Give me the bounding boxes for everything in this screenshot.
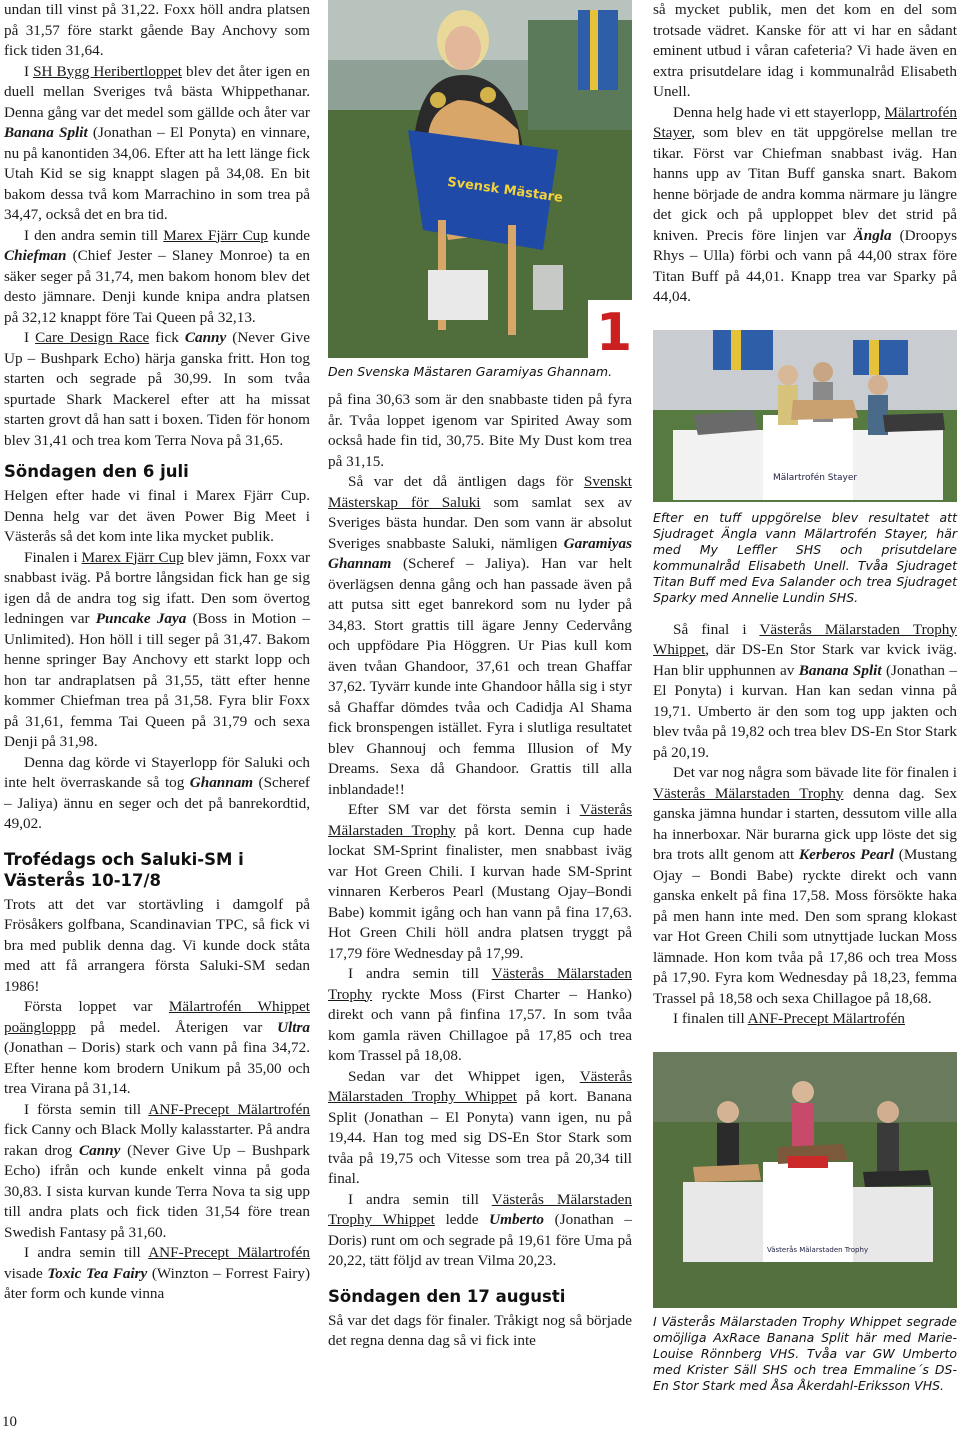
race-name: ANF-Precept Mälartrofén xyxy=(148,1244,310,1261)
text-run: på kort. Banana Split (Jonathan – El Ponyta) vann igen, nu på 19,44. Han tog med sig DS-En Stor Stark som tvåa på 19,75 och Vitesse som trea på 20,34 till final. xyxy=(328,1088,632,1187)
photo-illustration xyxy=(328,0,632,358)
section-heading: Trofédags och Saluki-SM i Västerås 10-17/8 xyxy=(4,849,244,890)
race-name: Marex Fjärr Cup xyxy=(163,226,268,244)
text-run: denna dag. Sex ganska jämna hundar i starten, dessutom ville alla ha innerboxar. När burarna gick upp löste det sig bra trots allt genom att xyxy=(653,784,957,863)
dog-name: Ängla xyxy=(853,226,892,244)
paragraph xyxy=(4,1100,310,1244)
text-run: (Scheref – Jaliya). Han var helt överlägsen denna gång och han passade även på att putsa sitt eget banrekord som nu lyder på 34,83. Stort grattis till ägare Jenny Cedervång och uppfödare Pia Höggren. Ur Pias kull kom även tvåan Ghandoor, 37,61 och trean Ghaffar 37,62. Tyvärr kunde inte Ghandoor hålla sig i styr så Ghaffar dömdes tvåa och Cadidja Al Shama fick bronspengen istället. Fyra i slutliga resultatet blev Ghannouj och femma Illusion of My Dreams. Sexa då Ghandoor. Grattis till alla inblandade!! xyxy=(328,555,632,798)
text-run: I andra semin till xyxy=(24,1244,149,1261)
text-run: (Scheref – Jaliya) ännu en seger och det på banrekordtid, 49,02. xyxy=(4,774,310,832)
race-name: Västerås Mälarstaden Trophy xyxy=(328,965,633,1003)
text-run: fick Canny och Black Molly kalasstarter. På andra rakan drog xyxy=(4,1121,310,1159)
text-run: I xyxy=(24,62,34,80)
text-run: blev jämn, Foxx var snabbast iväg. På bortre långsidan fick han ge sig igen då de andra tog sig ifatt. Den som övertog ledningen var xyxy=(4,548,311,627)
race-name: Svenskt Mästerskap för Saluki xyxy=(328,473,632,511)
photo-banner-text: Svensk Mästare xyxy=(446,174,564,206)
dog-name: Chiefman xyxy=(4,247,67,264)
text-run: Efter SM var det första semin i xyxy=(348,801,580,818)
text-run: Finalen i xyxy=(24,548,82,566)
text-run: ledde xyxy=(434,1211,490,1228)
text-run: på kort. Denna cup hade lockat SM-Sprint finalister, men snabbast iväg var Hot Green Chili. I kurvan hade SM-Sprint vinnaren Kerberos Pearl (Mustang Ojay–Bondi Babe) kommit igång och han vann på fina 17,63. Hot Green Chili höll andra platsen tryggt på 17,79 före Wednesday på 17,99. xyxy=(328,821,632,962)
dog-name: Toxic Tea Fairy xyxy=(47,1264,148,1282)
photo-caption: Den Svenska Mästaren Garamiyas Ghannam. xyxy=(328,364,613,379)
race-name: Västerås Mälarstaden Trophy Whippet xyxy=(328,1190,633,1228)
podium-number: 1 xyxy=(596,303,632,358)
paragraph xyxy=(328,800,632,964)
text-run: , där DS-En Stor Stark var kvick iväg. Han blir upphunnen av xyxy=(653,641,957,679)
dog-name: Kerberos Pearl xyxy=(799,846,895,863)
race-name: Marex Fjärr Cup xyxy=(81,548,184,566)
text-run: kunde xyxy=(267,226,310,244)
text-run: Helgen efter hade vi final i Marex Fjärr Cup. Denna helg var det även Power Big Meet i Västerås så det kom inte lika mycket publik. xyxy=(4,487,310,545)
text-run: undan till vinst på 31,22. Foxx höll andra platsen på 31,57 före starkt gående Bay Anchovy som fick tiden 31,64. xyxy=(4,1,310,59)
photo-champion-saluki xyxy=(328,0,632,358)
text-run: I andra semin till xyxy=(348,1190,492,1208)
text-run: (Droopys Rhys – Ulla) förbi och vann på 44,00 strax före Titan Buff på 44,01. Knapp trea var Sparky på 44,04. xyxy=(653,226,957,305)
race-name: Västerås Mälarstaden Trophy xyxy=(328,801,632,839)
dog-name: Ghannam xyxy=(189,774,254,791)
paragraph xyxy=(328,1067,632,1190)
text-run: fick xyxy=(149,329,185,346)
section-heading: Söndagen den 6 juli xyxy=(4,462,189,481)
text-run: (Never Give Up – Bushpark Echo) härja ganska fritt. Hon tog starten och segrade på 30,99. In som tvåa spurtade Shark Mackerel efter att ha missat starten grovt då han satt i boxen. Tiden för honom blev 31,41 och trea kom Terra Nova på 31,65. xyxy=(4,329,310,449)
dog-name: Garamiyas Ghannam xyxy=(328,534,632,572)
text-run: (Mustang Ojay – Bondi Babe) ryckte direkt och vann ganska enkelt på fina 17,58. Moss försökte haka på men hann inte med. Den som sprang klokast var Hot Green Chili som utnyttjade luckan Moss lämnade. Hon kom tvåa på 17,86 och trea Moss på 17,90. Fyra kom Wednesday på 18,23, femma Trassel på 18,58 och sexa Chillagoe på 18,68. xyxy=(653,846,957,1007)
paragraph xyxy=(4,62,310,226)
race-name: Västerås Mälarstaden Trophy xyxy=(653,784,844,802)
paragraph xyxy=(4,1243,310,1305)
text-run: blev det åter igen en duell mellan Sveriges två bästa Whippethanar. Denna gång var det medel som gällde och åter var xyxy=(4,62,311,121)
text-run: (Jonathan – El Ponyta) en vinnare, nu på kanontiden 34,06. Efter att ha lett länge fick Utah Kid se sig knappt slagen på 34,08. En bit bakom dessa två kom Marrachino in som trea på 34,47, också det en bra tid. xyxy=(4,124,310,223)
text-run: (Chief Jester – Slaney Monroe) ta en säker seger på 31,74, men bakom honom blev det desto jämnare. Denji kunde knipa andra platsen på 32,12 knappt före Tai Queen på 32,13. xyxy=(4,247,310,326)
dog-name: Canny xyxy=(184,329,227,346)
dog-name: Canny xyxy=(79,1141,121,1159)
paragraph xyxy=(4,328,310,451)
paragraph xyxy=(653,0,957,103)
photo-caption: Efter en tuff uppgörelse blev resultatet att Sjudraget Ängla vann Mälartrofén Stayer, här med My Leffler SHS och prisutdelare kommunalråd Elisabeth Unell. Tvåa Sjudraget Titan Buff med Eva Salander och trea Sjudraget Sparky med Annelie Lundin SHS. xyxy=(653,509,957,605)
text-run: Det var nog några som bävade lite för finalen i xyxy=(673,764,957,781)
column-right xyxy=(653,0,957,1394)
text-run: Trots att det var stortävling i damgolf på Frösåkers golfbana, Scandinavian TPC, så fick vi bra med publik denna dag. Vi kunde dock ståta med att få arrangera första Saluki-SM sedan 1986! xyxy=(4,895,310,995)
photo-illustration xyxy=(653,330,957,502)
text-run: , som blev en tät uppgörelse mellan tre tikar. Först var Chiefman snabbast iväg. Han hanns upp av Titan Buff ganska snart. Bakom henne började de andra komma närmare ju längre det gick och på upploppet blev det strid på kniven. Precis före linjen var xyxy=(653,124,957,244)
text-run: I första semin till xyxy=(24,1100,149,1118)
paragraph xyxy=(328,472,632,800)
text-run: Så var det då äntligen dags för xyxy=(348,473,584,490)
text-run: (Jonathan – El Ponyta) i kurvan. Han kan sedan vinna på 19,71. Umberto är den som tog upp jakten och blev tvåa på 19,82 och trea blev DS-En Stor Stark på 20,19. xyxy=(653,661,957,761)
paragraph xyxy=(4,753,310,835)
column-middle xyxy=(328,0,632,1352)
text-run: I finalen till xyxy=(673,1010,748,1027)
dog-name: Banana Split xyxy=(798,661,882,679)
text-run: (Never Give Up – Bushpark Echo) ifrån och kunde enkelt vinna på goda 30,83. I sista kurvan kunde Terra Nova ta sig upp till andra plats och fick tiden 31,54 före trean Swedish Fantasy på 31,60. xyxy=(4,1141,310,1241)
paragraph xyxy=(4,548,310,753)
race-name: ANF-Precept Mälartrofén xyxy=(747,1010,905,1027)
photo-illustration xyxy=(653,1052,957,1308)
dog-name: Banana Split xyxy=(4,124,88,141)
text-run: I andra semin till xyxy=(348,965,492,982)
text-run: Denna helg hade vi ett stayerlopp, xyxy=(673,103,885,121)
paragraph xyxy=(653,1009,957,1030)
race-name: Care Design Race xyxy=(35,329,150,346)
text-run: på fina 30,63 som är den snabbaste tiden på fyra år. Tvåa loppet igenom var Spirited Away som också hade fin tid, 30,75. Bite My Dust kom trea på 31,15. xyxy=(328,391,632,470)
photo-trophy-whippet xyxy=(653,1052,957,1308)
photo-banner-text: Mälartrofén Stayer xyxy=(773,472,858,483)
paragraph xyxy=(4,0,310,62)
text-run: (Jonathan – Doris) stark och vann på fina 34,72. Efter henne kom brodern Unikum på 35,00 och trea Virana på 31,14. xyxy=(4,1039,310,1097)
text-run: I den andra semin till xyxy=(24,226,164,244)
text-run: Så final i xyxy=(673,620,760,638)
race-name: Mälartrofén Whippet poängloppp xyxy=(4,998,310,1036)
text-run: så mycket publik, men det kom en del som trotsade vädret. Kanske för att vi har en sådant eminent utbud i våran cafeteria? Vi hade även en extra prisutdelare idag i kommunalråd Elisabeth Unell. xyxy=(653,1,957,100)
text-run: (Jonathan – Doris) runt om och segrade på 19,61 före Uma på 20,22, tätt följd av trean Vilma 20,23. xyxy=(328,1211,633,1269)
text-run: (Boss in Motion – Unlimited). Hon höll i till seger på 31,47. Bakom henne springer Bay Anchovy ett starkt lopp och hon tar andraplatsen på 31,55, tätt efter henne kommer Chiefman trea på 31,58. Fyra blir Foxx på 31,61, femma Tai Queen på 31,79 och sexa Denji på 31,98. xyxy=(4,610,310,750)
photo-banner-text: Västerås Mälarstaden Trophy xyxy=(767,1245,869,1254)
paragraph xyxy=(653,620,957,764)
paragraph xyxy=(4,226,310,329)
text-run: (Winzton – Forrest Fairy) åter form och kunde vinna xyxy=(4,1264,310,1302)
text-run: visade xyxy=(4,1264,48,1282)
photo-caption: I Västerås Mälarstaden Trophy Whippet segrade omöjliga AxRace Banana Split här med Marie-Louise Rönnberg VHS. Tvåa var GW Umberto med Krister Säll SHS och trea Emmaline´s DS-En Stor Stark med Åsa Åkerdahl-Eriksson VHS. xyxy=(653,1313,957,1393)
text-run: Denna dag körde vi Stayerlopp för Saluki och inte helt överraskande så tog xyxy=(4,753,310,791)
paragraph xyxy=(4,486,310,548)
paragraph xyxy=(328,390,632,472)
section-heading: Söndagen den 17 augusti xyxy=(328,1286,566,1306)
race-name: SH Bygg Heribertloppet xyxy=(33,62,182,80)
paragraph xyxy=(653,763,957,1009)
race-name: Västerås Mälarstaden Trophy Whippet xyxy=(328,1067,632,1105)
dog-name: Puncake Jaya xyxy=(95,610,187,627)
paragraph xyxy=(4,997,310,1100)
page-number: 10 xyxy=(2,1414,17,1430)
paragraph xyxy=(328,964,632,1067)
paragraph xyxy=(653,103,957,308)
paragraph xyxy=(328,1190,632,1272)
dog-name: Ultra xyxy=(277,1018,310,1036)
race-name: Mälartrofén Stayer xyxy=(653,103,957,141)
dog-name: Umberto xyxy=(489,1211,544,1228)
text-run: på medel. Återigen var xyxy=(75,1018,278,1036)
race-name: ANF-Precept Mälartrofén xyxy=(148,1100,310,1118)
photo-stayer-podium xyxy=(653,330,957,502)
paragraph xyxy=(328,1311,632,1352)
race-name: Västerås Mälarstaden Trophy Whippet xyxy=(653,620,957,658)
column-left xyxy=(4,0,310,1305)
paragraph xyxy=(4,895,310,998)
text-run: Så var det dags för finaler. Tråkigt nog så började det regna denna dag så vi fick inte xyxy=(328,1311,632,1349)
text-run: som samlat sex av Sveriges bästa hundar. Den som vann är absolut Sveriges snabbaste Saluki, nämligen xyxy=(328,493,632,552)
text-run: I xyxy=(24,329,36,346)
text-run: Första loppet var xyxy=(24,998,169,1015)
text-run: Sedan var det Whippet igen, xyxy=(348,1067,580,1085)
text-run: ryckte Moss (First Charter – Hanko) direkt och vann på finfina 17,57. In som tvåa kom gamla räven Chillagoe på 17,85 och trea kom Trassel på 18,08. xyxy=(328,985,632,1064)
